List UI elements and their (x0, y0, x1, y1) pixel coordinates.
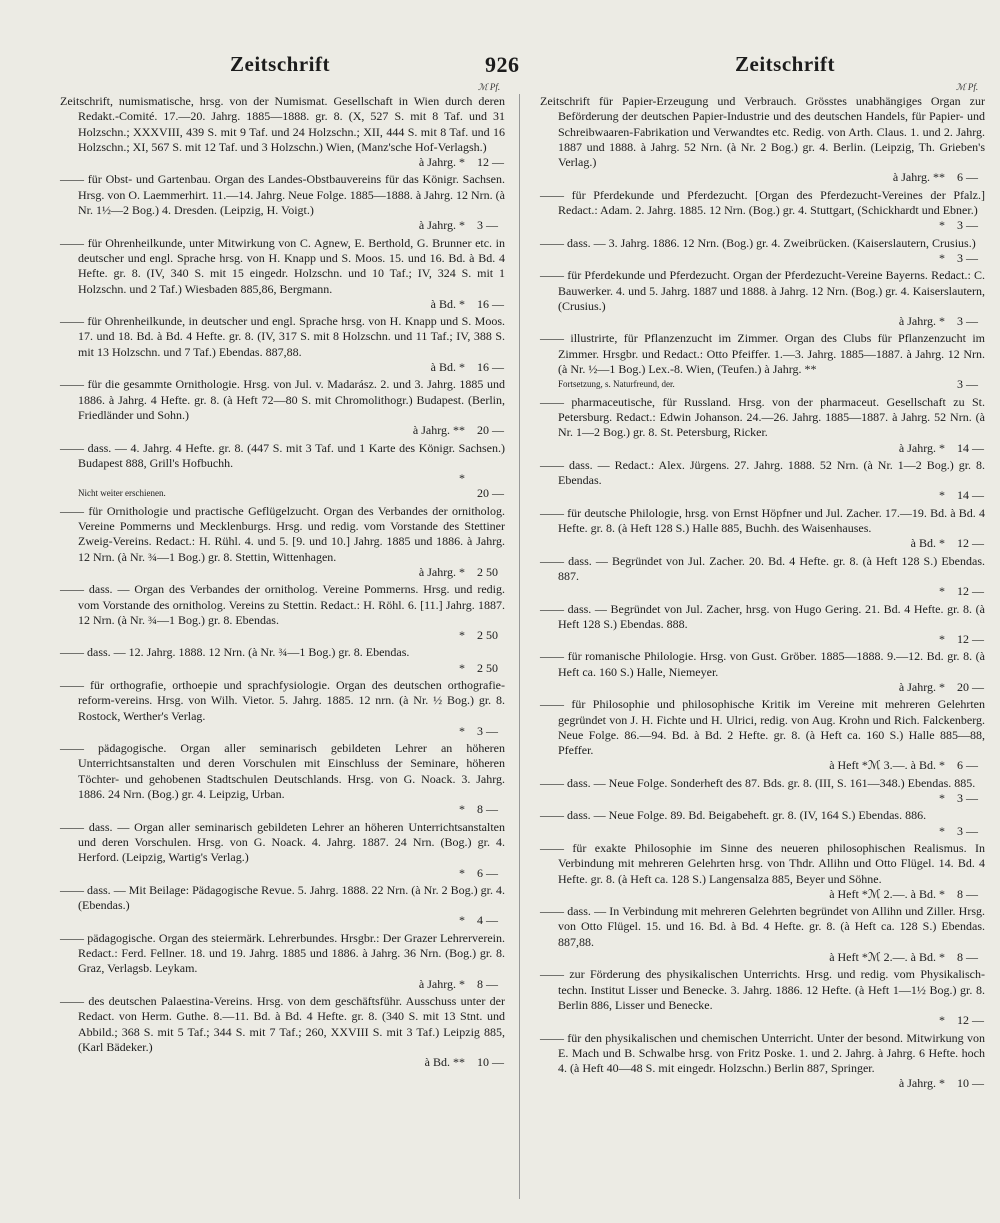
entry-price: 20 — (957, 679, 984, 694)
entry-text: —— dass. — Begründet von Jul. Zacher, hrsg. von Hugo Gering. 21. Bd. 4 Hefte. gr. 8. (à Heft 128 S.) Ebendas. 888. (540, 601, 985, 631)
catalog-entry (60, 172, 505, 233)
entry-text: —— zur Förderung des physikalischen Unterrichts. Hrsg. und redig. vom Physikalisch-techn. Institut Lisser und Benecke. 3. Jahrg. 1886. 12 Hefte. (à Heft 1—1½ Bog.) gr. 8. Berlin 886, Lisser und Benecke. (540, 967, 985, 1012)
entry-price: 4 — (477, 913, 498, 928)
entry-price: 6 — (957, 758, 978, 773)
catalog-entry (540, 458, 985, 504)
catalog-entry (60, 820, 505, 881)
entry-text: —— pädagogische. Organ des steiermärk. Lehrerbundes. Hrsgbr.: Der Grazer Lehrerverein. Redact.: Ferd. Fellner. 18. und 19. Jahrg. 1885 und 1886. à Jahrg. 36 Nrn. (Bog.) gr. 8. Graz, Verlagsb. Leykam. (60, 930, 505, 976)
entry-text: —— für Ornithologie und practische Geflügelzucht. Organ des Verbandes der ornitholog. Vereine Pommerns und Mecklenburgs. Hrsg. und redig. vom Vorstande des Stettiner Zweig-Vereins. Redact.: H. Rühl. 4. und 5. [9. und 10.] Jahrg. 1885 und 1886. à Jahrg. 12 Nrn. (à Nr. ¾—1 Bog.) gr. 8. Stettin, Wittenhagen. (60, 503, 505, 564)
catalog-entry (60, 931, 505, 992)
catalog-entry (60, 582, 505, 643)
catalog-entry (540, 268, 985, 329)
catalog-entry (540, 94, 985, 186)
entry-text: —— für Ohrenheilkunde, in deutscher und engl. Sprache hrsg. von H. Knapp und S. Moos. 17. und 18. Bd. à Bd. 4 Hefte. gr. 8. (IV, 317 S. mit 8 Holzschn. und 11 Taf.; IV, 388 S. mit 13 Holzschn. und 7 Taf.) Ebendas. 887,88. (60, 314, 505, 359)
entry-unit: à Jahrg. * (418, 155, 465, 170)
entry-price: 3 — (957, 314, 978, 329)
catalog-entry (540, 331, 985, 392)
catalog-entry (540, 1031, 985, 1092)
entry-text: —— dass. — Neue Folge. 89. Bd. Beigabeheft. gr. 8. (IV, 164 S.) Ebendas. 886. (540, 808, 927, 823)
entry-price: 12 — (957, 1013, 984, 1028)
entry-text: —— dass. — Organ aller seminarisch gebildeten Lehrer an höheren Unterrichtsanstalten und deren Vorschulen. Hrsg. von G. Noack. 4. Jahrg. 1887. 24 Nrn. (Bog.) gr. 4. Herford. (Leipzig, Wartig's Verlag.) (60, 819, 505, 865)
column-divider (519, 94, 520, 1199)
catalog-entry (540, 697, 985, 773)
entry-price: 16 — (477, 360, 504, 375)
entry-unit: à Jahrg. * (898, 679, 945, 694)
catalog-entry (540, 554, 985, 600)
entry-unit: à Bd. * (910, 536, 945, 551)
entry-unit: à Jahrg. * (898, 1076, 945, 1091)
entry-price: 2 50 (477, 660, 498, 675)
catalog-entry (60, 236, 505, 312)
catalog-entry (540, 841, 985, 902)
entry-price: 12 — (957, 632, 984, 647)
entry-price: 12 — (477, 155, 504, 170)
catalog-entry (60, 994, 505, 1070)
entry-text: —— für Ohrenheilkunde, unter Mitwirkung von C. Agnew, E. Berthold, G. Brunner etc. in deutscher und engl. Sprache hrsg. von H. Knapp und S. Moos. 15. und 16. Bd. à Bd. 4 Hefte. gr. 8. (IV, 340 S. mit 15 eingedr. Holzschn. und 10 Taf.; IV, 324 S. mit 1 Holzschn. und 2 Taf.) Wiesbaden 885,86, Bergmann. (60, 235, 505, 296)
entry-note: Nicht weiter erschienen. (78, 488, 166, 499)
entry-price: 3 — (477, 218, 498, 233)
catalog-entry (60, 504, 505, 580)
catalog-entry (540, 808, 985, 839)
entry-unit: à Jahrg. * (418, 976, 465, 991)
entry-unit: à Heft *ℳ 3.—. à Bd. * (829, 758, 945, 773)
entry-text: —— dass. — 4. Jahrg. 4 Hefte. gr. 8. (447 S. mit 3 Taf. und 1 Karte des Königr. Sachsen.) Budapest 888, Grill's Hofbuchh. (60, 440, 505, 470)
entry-text: —— für orthografie, orthoepie und sprachfysiologie. Organ des deutschen orthografie-reform-vereins. Hrsg. von Wilh. Vietor. 5. Jahrg. 1885. 12 nrn. (à Nr. ½ Bog.) gr. 8. Rostock, Werther's Verlag. (60, 677, 505, 723)
entry-text: —— für Obst- und Gartenbau. Organ des Landes-Obstbauvereins für das Königr. Sachsen. Hrsg. von O. Laemmerhirt. 11.—14. Jahrg. Neue Folge. 1885—1888. à Jahrg. 12 Nrn. (à Nr. 1½—2 Bog.) 4. Dresden. (Leipzig, H. Voigt.) (60, 172, 505, 218)
entry-unit: * (459, 802, 465, 817)
entry-unit: à Bd. * (430, 296, 465, 311)
entry-unit: * (459, 723, 465, 738)
entry-price: 3 — (477, 723, 498, 738)
entry-price: 8 — (477, 976, 498, 991)
entry-text: —— für die gesammte Ornithologie. Hrsg. von Jul. v. Madarász. 2. und 3. Jahrg. 1885 und 1886. à Jahrg. 4 Hefte. gr. 8. (à Heft 72—80 S. mit Chromolithogr.) Budapest. (Berlin, Friedländer und Sohn.) (60, 377, 505, 422)
entry-text: —— dass. — 3. Jahrg. 1886. 12 Nrn. (Bog.) gr. 4. Zweibrücken. (Kaiserslautern, Crusius.) (540, 235, 976, 250)
entry-text: —— dass. — Mit Beilage: Pädagogische Revue. 5. Jahrg. 1888. 22 Nrn. (à Nr. 2 Bog.) gr. 4. (Ebendas.) (60, 882, 505, 913)
entry-unit: à Jahrg. ** (412, 423, 465, 438)
entry-text: Zeitschrift, numismatische, hrsg. von der Numismat. Gesellschaft in Wien durch deren Redakt.-Comité. 17.—20. Jahrg. 1885—1888. gr. 8. (X, 527 S. mit 8 Taf. und 31 Holzschn.; XXXVIII, 439 S. mit 9 Taf. und 24 Holzschn.; XII, 444 S. mit 8 Taf. und 16 Holzschn.; XI, 567 S. mit 12 Taf. und 3 Holzschn.) Wien, (Manz'sche Hof-Verlagsh.) (60, 94, 505, 154)
left-price-column-label: ℳ Pf. (478, 82, 501, 92)
catalog-entry (540, 395, 985, 456)
entry-unit: * (939, 791, 945, 806)
catalog-entry (60, 314, 505, 375)
entry-unit: * (459, 660, 465, 675)
catalog-entry (540, 506, 985, 552)
entry-price: 14 — (957, 488, 984, 503)
entry-price: 8 — (477, 802, 498, 817)
entry-text: —— für Pferdekunde und Pferdezucht. Organ der Pferdezucht-Vereine Bayerns. Redact.: C. Bauwerker. 4. und 5. Jahrg. 1887 und 1888. à Jahrg. 12 Nrn. (Bog.) gr. 4. Kaiserslautern, (Crusius.) (540, 268, 985, 313)
catalog-entry (60, 741, 505, 817)
entry-price: 16 — (477, 296, 504, 311)
entry-unit: à Bd. ** (424, 1055, 465, 1070)
entry-unit: à Jahrg. * (418, 218, 465, 233)
catalog-entry (60, 678, 505, 739)
entry-unit: à Heft *ℳ 2.—. à Bd. * (829, 950, 945, 965)
entry-price: 3 — (957, 823, 978, 838)
entry-price: 20 — (477, 486, 504, 501)
entry-price: 3 — (957, 218, 978, 233)
page-number: 926 (485, 52, 520, 77)
right-column (540, 94, 985, 1094)
catalog-entry (540, 236, 985, 267)
entry-price: 3 — (957, 250, 978, 265)
entry-text: —— dass. — Organ des Verbandes der ornitholog. Vereine Pommerns. Hrsg. und redig. vom Vorstande des ornitholog. Vereins zu Stettin. Redact.: H. Röhl. 6. [11.] Jahrg. 1887. 12 Nrn. (à Nr. ¾—1 Bog.) gr. 8. Ebendas. (60, 582, 505, 627)
entry-note: Fortsetzung, s. Naturfreund, der. (558, 379, 675, 390)
catalog-entry (60, 377, 505, 438)
catalog-entry (60, 441, 505, 502)
entry-unit: à Jahrg. ** (892, 170, 945, 185)
entry-price: 3 — (957, 791, 978, 806)
entry-text: —— dass. — Begründet von Jul. Zacher. 20. Bd. 4 Hefte. gr. 8. (à Heft 128 S.) Ebendas. 887. (540, 553, 985, 583)
entry-unit: * (939, 488, 945, 503)
left-column (60, 94, 505, 1072)
entry-unit: * (939, 250, 945, 265)
catalog-entry (540, 776, 985, 807)
entry-unit: à Bd. * (430, 360, 465, 375)
entry-price: 10 — (477, 1055, 504, 1070)
entry-text: —— dass. — Neue Folge. Sonderheft des 87. Bds. gr. 8. (III, S. 161—348.) Ebendas. 885. (540, 775, 976, 790)
entry-unit: * (459, 913, 465, 928)
entry-text: —— für Philosophie und philosophische Kritik im Vereine mit mehreren Gelehrten gegründet von J. H. Fichte und H. Ulrici, redig. von Aug. Krohn und Rich. Falckenberg. Neue Folge. 86.—94. Bd. à Bd. 2 Hefte. gr. 8. (à Heft ca. 160 S.) Halle 885—88, Pfeffer. (540, 697, 985, 758)
entry-text: —— pharmaceutische, für Russland. Hrsg. von der pharmaceut. Gesellschaft zu St. Petersburg. Redact.: Edwin Johanson. 24.—26. Jahrg. 1885—1887. à Jahrg. 52 Nrn. (à Nr. 1—2 Bog.) gr. 8. St. Petersburg, Ricker. (540, 394, 985, 440)
entry-unit: * (459, 865, 465, 880)
catalog-entry (540, 188, 985, 234)
entry-price: 6 — (957, 170, 978, 185)
entry-price: 12 — (957, 536, 984, 551)
entry-price: 12 — (957, 584, 984, 599)
entry-unit: à Jahrg. * (898, 314, 945, 329)
entry-price: 6 — (477, 865, 498, 880)
catalog-entry (540, 602, 985, 648)
entry-text: —— für exakte Philosophie im Sinne des neueren philosophischen Realismus. In Verbindung mit mehreren Gelehrten hrsg. von Thdr. Allihn und Otto Flügel. 14. Bd. 4 Hefte. gr. 8. (à Heft ca. 128 S.) Langensalza 885, Beyer und Söhne. (540, 840, 985, 886)
entry-text: —— dass. — In Verbindung mit mehreren Gelehrten begründet von Allihn und Ziller. Hrsg. von Otto Flügel. 15. und 16. Bd. à Bd. 4 Hefte. gr. 8. (à Heft ca. 128 S.) Ebendas. 887,88. (540, 904, 985, 949)
entry-price: 8 — (957, 950, 978, 965)
entry-text: —— dass. — 12. Jahrg. 1888. 12 Nrn. (à Nr. ¾—1 Bog.) gr. 8. Ebendas. (60, 645, 410, 660)
entry-unit: à Jahrg. * (898, 440, 945, 455)
entry-unit: * (939, 823, 945, 838)
catalog-entry (540, 649, 985, 695)
entry-text: —— für Pferdekunde und Pferdezucht. [Organ des Pferdezucht-Vereines der Pfalz.] Redact.: Adam. 2. Jahrg. 1885. 12 Nrn. (Bog.) gr. 4. Stuttgart, (Schickhardt und Ebner.) (540, 187, 985, 218)
entry-unit: * (939, 1013, 945, 1028)
entry-unit: à Jahrg. * (418, 564, 465, 579)
entry-price: 10 — (957, 1076, 984, 1091)
entry-text: —— für den physikalischen und chemischen Unterricht. Unter der besond. Mitwirkung von E. Mach und B. Schwalbe hrsg. von Fritz Poske. 1. und 2. Jahrg. à Jahrg. 6 Hefte. hoch 4. (à Heft 40—48 S. mit eingedr. Holzschn.) Berlin 887, Springer. (540, 1030, 985, 1076)
catalog-entry (540, 904, 985, 965)
entry-price: 20 — (477, 423, 504, 438)
entry-text: —— für deutsche Philologie, hrsg. von Ernst Höpfner und Jul. Zacher. 17.—19. Bd. à Bd. 4 Hefte. gr. 8. (à Heft 128 S.) Halle 885, Buchh. des Waisenhauses. (540, 505, 985, 536)
catalog-entry (60, 94, 505, 170)
entry-price: 14 — (957, 440, 984, 455)
entry-text: —— pädagogische. Organ aller seminarisch gebildeten Lehrer an höheren Unterrichtsanstalten und deren Vorschulen mit Einschluss der Seminare, höheren Töchter- und gehobenen Stadtschulen Deutschlands. Hrsg. von G. Noack. 3. Jahrg. 1886. 24 Nrn. (Bog.) gr. 4. Leipzig, Urban. (60, 741, 505, 802)
entry-price: 8 — (957, 886, 978, 901)
entry-unit: * (939, 584, 945, 599)
catalog-entry (60, 883, 505, 929)
entry-text: —— des deutschen Palaestina-Vereins. Hrsg. von dem geschäftsführ. Ausschuss unter der Redact. von Herm. Guthe. 8.—11. Bd. à Bd. 4 Hefte. gr. 8. (340 S. mit 13 Stnt. und Abbild.; 368 S. mit 5 Taf.; 344 S. mit 7 Taf.; 260, XXVIII S. mit 3 Taf.) Leipzig 885, (Karl Bädeker.) (60, 993, 505, 1054)
entry-text: Zeitschrift für Papier-Erzeugung und Verbrauch. Grösstes unabhängiges Organ zur Beförderung der deutschen Papier-Industrie und des deutschen Handels, für Papier- und Schreibwaaren-Fabrikation und Verwandtes etc. Redig. von Arth. Claus. 1. und 2. Jahrg. 1887 und 1888. à Jahrg. 52 Nrn. (à Nr. 2 Bog.) gr. 4. Berlin. (Leipzig, Th. Grieben's Verlag.) (540, 94, 985, 170)
entry-text: —— illustrirte, für Pflanzenzucht im Zimmer. Organ des Clubs für Pflanzenzucht im Zimmer. Hrsgbr. und Redact.: Otto Pfeiffer. 1.—3. Jahrg. 1885—1887. à Jahrg. 12 Nrn. (à Nr. ½—1 Bog.) Lex.-8. Wien, (Teufen.) à Jahrg. ** (540, 331, 985, 377)
entry-price: 2 50 (477, 564, 498, 579)
entry-unit: * (939, 218, 945, 233)
entry-price: 2 50 (477, 628, 498, 643)
catalog-entry (60, 645, 505, 676)
left-running-title: Zeitschrift (230, 52, 330, 76)
entry-text: —— dass. — Redact.: Alex. Jürgens. 27. Jahrg. 1888. 52 Nrn. (à Nr. 1—2 Bog.) gr. 8. Ebendas. (540, 457, 985, 488)
right-running-title: Zeitschrift (735, 52, 835, 76)
entry-unit: * (939, 632, 945, 647)
entry-unit: à Heft *ℳ 2.—. à Bd. * (829, 886, 945, 901)
entry-price: 3 — (957, 377, 978, 392)
right-price-column-label: ℳ Pf. (956, 82, 979, 92)
catalog-entry (540, 967, 985, 1028)
entry-unit: * (459, 471, 465, 486)
entry-text: —— für romanische Philologie. Hrsg. von Gust. Gröber. 1885—1888. 9.—12. Bd. gr. 8. (à Heft ca. 160 S.) Halle, Niemeyer. (540, 649, 985, 679)
entry-unit: * (459, 628, 465, 643)
